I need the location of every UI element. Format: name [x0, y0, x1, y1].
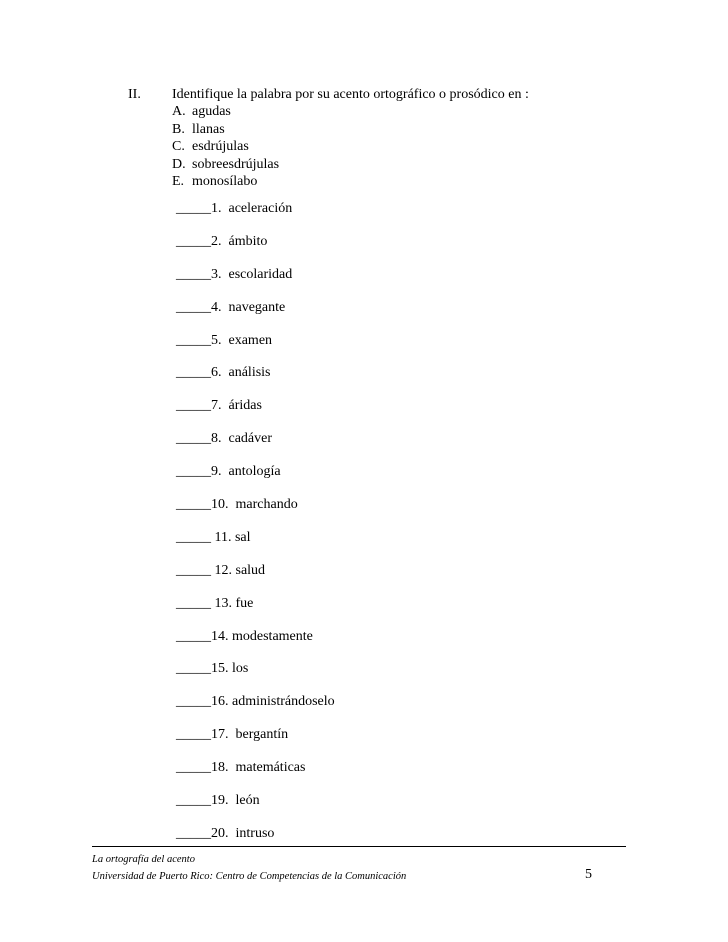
footer-title: La ortografía del acento [92, 854, 195, 865]
exercise-item: _____5. examen [176, 332, 273, 348]
option-item [172, 121, 279, 139]
exercise-item: _____15. los [176, 661, 249, 677]
option-text: llanas [192, 121, 225, 137]
option-item [172, 103, 279, 121]
page-number: 5 [585, 867, 592, 882]
option-text: esdrújulas [192, 139, 249, 154]
exercise-item: _____18. matemáticas [176, 760, 306, 776]
exercise-item: _____9. antología [176, 464, 281, 480]
exercise-item: _____10. marchando [176, 497, 298, 513]
exercise-item: _____14. modestamente [176, 628, 313, 644]
exercise-item: _____1. aceleración [176, 201, 293, 216]
exercise-item: _____ 11. sal [176, 529, 251, 545]
exercise-item: _____3. escolaridad [176, 266, 293, 282]
exercise-item: _____ 12. salud [176, 562, 266, 578]
option-item [172, 156, 279, 174]
exercise-item: _____ 13. fue [176, 595, 254, 611]
option-text: sobreesdrújulas [192, 156, 280, 172]
option-letter: B. [172, 121, 185, 137]
option-list [172, 103, 279, 191]
section-number: II. [128, 87, 141, 102]
option-letter: A. [172, 104, 186, 119]
exercise-item: _____19. león [176, 793, 260, 809]
footer-institution: Universidad de Puerto Rico: Centro de Competencias de la Comunicación [92, 871, 407, 882]
exercise-item: _____20. intruso [176, 825, 275, 841]
option-letter: D. [172, 156, 186, 172]
exercise-item: _____16. administrándoselo [176, 694, 335, 710]
section-instruction: Identifique la palabra por su acento ortográfico o prosódico en : [172, 87, 529, 102]
option-item [172, 138, 279, 156]
exercise-list [176, 200, 335, 858]
exercise-item: _____7. áridas [176, 398, 262, 414]
option-text: monosílabo [192, 174, 258, 189]
option-letter: E. [172, 174, 185, 189]
option-letter: C. [172, 139, 185, 154]
exercise-item: _____17. bergantín [176, 727, 289, 743]
option-item [172, 173, 279, 191]
exercise-item: _____4. navegante [176, 299, 286, 315]
exercise-item: _____6. análisis [176, 365, 271, 381]
exercise-item: _____8. cadáver [176, 431, 273, 447]
exercise-item: _____2. ámbito [176, 233, 268, 249]
option-text: agudas [192, 104, 231, 119]
footer-divider [92, 846, 626, 847]
